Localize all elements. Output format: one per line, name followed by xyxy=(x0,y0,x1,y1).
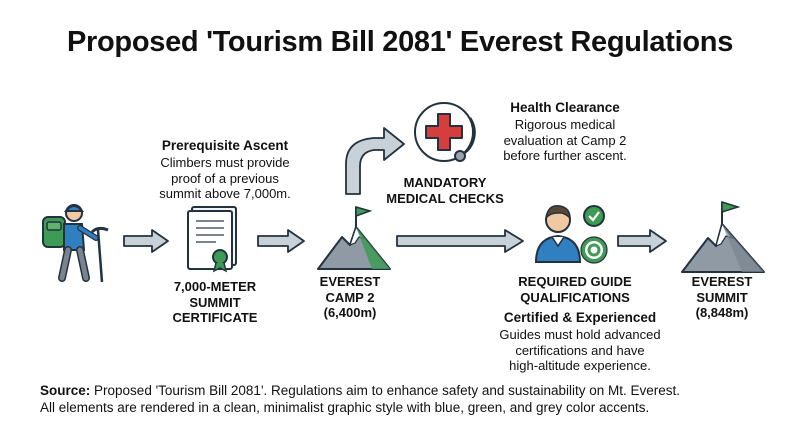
summit-mountain-icon xyxy=(680,198,766,276)
page-title: Proposed 'Tourism Bill 2081' Everest Regulations xyxy=(66,26,734,58)
source-line-2: All elements are rendered in a clean, minimalist graphic style with blue, green, and grey color accents. xyxy=(40,400,650,415)
medical-heading: Health Clearance xyxy=(510,100,620,115)
guide-description: Guides must hold advanced certifications and have high-altitude experience. xyxy=(499,327,661,373)
certificate-label: 7,000-METER SUMMIT CERTIFICATE xyxy=(172,279,258,325)
flow-arrow-2 xyxy=(256,228,308,254)
flow-arrow-1 xyxy=(122,228,172,254)
flow-arrow-4 xyxy=(616,228,670,254)
camp2-label: EVEREST CAMP 2 (6,400m) xyxy=(319,274,381,320)
mountain-icon xyxy=(316,203,392,273)
certificate-heading: Prerequisite Ascent xyxy=(161,138,289,153)
medical-description: Rigorous medical evaluation at Camp 2 before further ascent. xyxy=(503,117,627,163)
guide-icon xyxy=(530,200,616,272)
source-label: Source: xyxy=(40,383,91,398)
guide-heading: Certified & Experienced xyxy=(503,310,657,325)
guide-label: REQUIRED GUIDE QUALIFICATIONS xyxy=(518,274,632,305)
flow-arrow-3 xyxy=(395,228,527,254)
certificate-icon xyxy=(186,205,246,275)
source-line-1: Proposed 'Tourism Bill 2081'. Regulations aim to enhance safety and sustainability on Mt. Everest. xyxy=(94,383,680,398)
climber-icon xyxy=(40,200,120,285)
summit-label: EVEREST SUMMIT (8,848m) xyxy=(691,274,753,320)
medical-label: MANDATORY MEDICAL CHECKS xyxy=(386,175,504,206)
medical-cross-icon xyxy=(412,100,492,170)
footer-source xyxy=(40,382,780,416)
certificate-description: Climbers must provide proof of a previous summit above 7,000m. xyxy=(159,155,291,201)
